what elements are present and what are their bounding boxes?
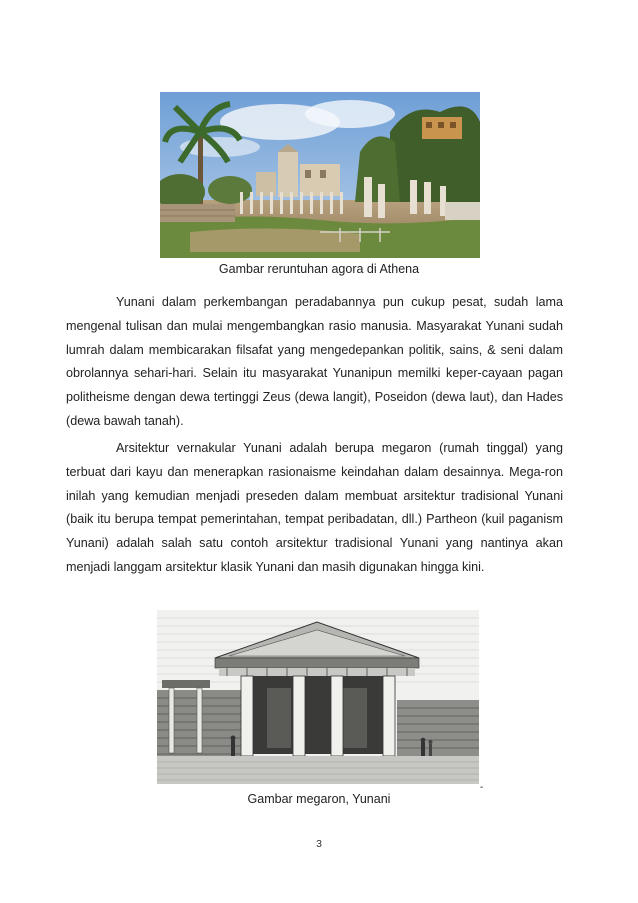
page-number: 3	[316, 838, 322, 850]
megaron-illustration	[157, 610, 479, 784]
stray-mark: -	[480, 782, 484, 793]
paragraph-text: Arsitektur vernakular Yunani adalah berupa megaron (rumah tinggal) yang terbuat dari kayu dan menerapkan rasionaisme keindahan dalam desainnya. Mega-ron inilah yang kemudian menjadi preseden dalam membuat arsitektur tradisional Yunani (baik itu berupa tempat pemerintahan, tempat peribadatan, dll.) Partheon (kuil paganism Yunani) adalah salah satu contoh arsitektur tradisional Yunani yang nantinya akan menjadi langgam arsitektur klasik Yunani dan masih digunakan hingga kini.	[66, 441, 563, 574]
megaron-caption: Gambar megaron, Yunani	[247, 792, 391, 806]
agora-ruins-photo	[160, 92, 480, 258]
agora-caption: Gambar reruntuhan agora di Athena	[218, 262, 420, 276]
paragraph-yunani-peradaban	[66, 291, 563, 434]
paragraph-text: Yunani dalam perkembangan peradabannya pun cukup pesat, sudah lama mengenal tulisan dan mulai mengembangkan rasio manusia. Masyarakat Yunani sudah lumrah dalam membicarakan filsafat yang mengedepankan politik, sains, & seni dalam obrolannya sehari-hari. Selain itu masyarakat Yunanipun memilki keper-cayaan pagan politheisme dengan dewa tertinggi Zeus (dewa langit), Poseidon (dewa laut), dan Hades (dewa bawah tanah).	[66, 295, 563, 428]
paragraph-arsitektur-vernakular	[66, 437, 563, 580]
